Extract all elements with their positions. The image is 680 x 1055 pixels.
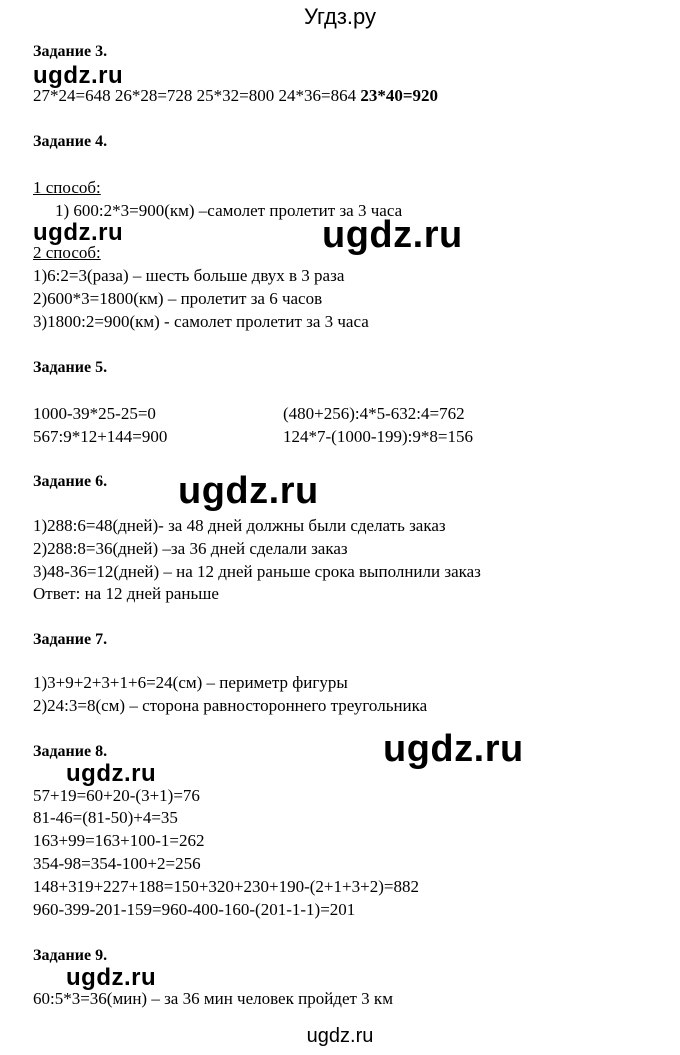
task5-right-line: 124*7-(1000-199):9*8=156 [283,427,473,446]
watermark: ugdz.ru [33,62,124,89]
task4-way2-line: 3)1800:2=900(км) - самолет пролетит за 3 часа [33,312,369,331]
watermark: ugdz.ru [66,964,157,991]
task5-right-line: (480+256):4*5-632:4=762 [283,404,465,423]
task8-line: 57+19=60+20-(3+1)=76 [33,786,200,805]
task4-way2-line: 2)600*3=1800(км) – пролетит за 6 часов [33,289,323,308]
task6-line: 3)48-36=12(дней) – на 12 дней раньше срока выполнили заказ [33,562,481,581]
task3-title: Задание 3. [33,43,108,60]
task6-title: Задание 6. [33,473,108,490]
task3-answer [33,85,438,107]
task3-answer-bold: 23*40=920 [360,86,439,105]
task4-way1-label: 1 способ: [33,178,101,197]
task3-answer-plain: 27*24=648 26*28=728 25*32=800 24*36=864 [33,86,357,105]
task4-way1-line: 1) 600:2*3=900(км) –самолет пролетит за 3 часа [55,201,403,220]
watermark: ugdz.ru [322,214,463,256]
task7-line: 2)24:3=8(см) – сторона равностороннего треугольника [33,696,428,715]
watermark: ugdz.ru [66,760,157,787]
task8-line: 81-46=(81-50)+4=35 [33,808,178,827]
task8-line: 148+319+227+188=150+320+230+190-(2+1+3+2)=882 [33,877,419,896]
task9-line: 60:5*3=36(мин) – за 36 мин человек пройдет 3 км [33,989,393,1008]
task5-title: Задание 5. [33,359,108,376]
task6-line: 1)288:6=48(дней)- за 48 дней должны были сделать заказ [33,516,446,535]
task8-line: 354-98=354-100+2=256 [33,854,201,873]
footer-watermark: ugdz.ru [306,1025,374,1047]
task7-title: Задание 7. [33,631,108,648]
task6-line: 2)288:8=36(дней) –за 36 дней сделали заказ [33,539,348,558]
task5-left-line: 567:9*12+144=900 [33,427,168,446]
site-title: Угдз.ру [303,4,377,29]
task8-title: Задание 8. [33,743,108,760]
task8-line: 163+99=163+100-1=262 [33,831,205,850]
task8-line: 960-399-201-159=960-400-160-(201-1-1)=201 [33,900,356,919]
task7-line: 1)3+9+2+3+1+6=24(см) – периметр фигуры [33,673,348,692]
watermark: ugdz.ru [33,219,124,246]
task6-answer: Ответ: на 12 дней раньше [33,584,219,603]
task4-title: Задание 4. [33,133,108,150]
task4-way2-line: 1)6:2=3(раза) – шесть больше двух в 3 раза [33,266,345,285]
task9-title: Задание 9. [33,947,108,964]
watermark: ugdz.ru [383,728,524,770]
watermark: ugdz.ru [178,470,319,512]
task5-left-line: 1000-39*25-25=0 [33,404,156,423]
task4-way2-label: 2 способ: [33,243,101,262]
